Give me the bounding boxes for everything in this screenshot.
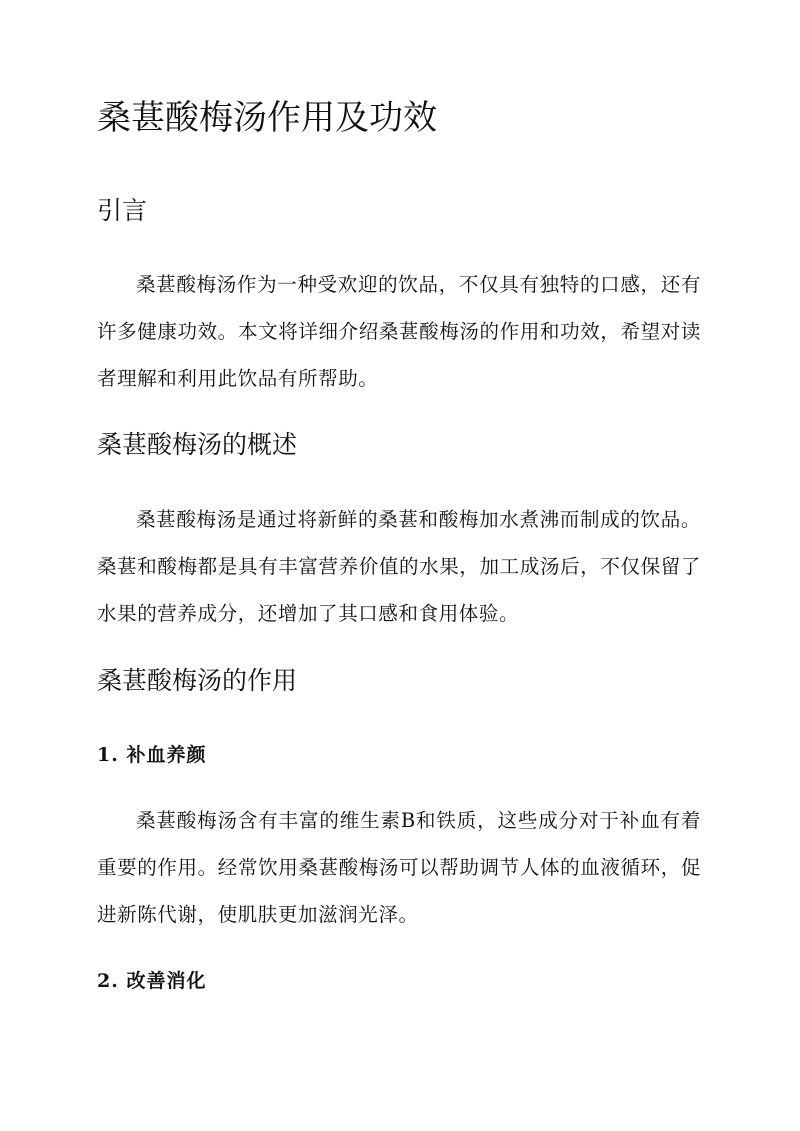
effect-1-heading: 1. 补血养颜 <box>97 744 207 766</box>
effect-2-heading: 2. 改善消化 <box>97 970 207 992</box>
page-title: 桑葚酸梅汤作用及功效 <box>97 98 437 138</box>
overview-paragraph: 桑葚酸梅汤是通过将新鲜的桑葚和酸梅加水煮沸而制成的饮品。桑葚和酸梅都是具有丰富营养价值的水果，加工成汤后，不仅保留了水果的营养成分，还增加了其口感和食用体验。 <box>97 508 701 625</box>
effect-1-paragraph: 桑葚酸梅汤含有丰富的维生素B和铁质，这些成分对于补血有着重要的作用。经常饮用桑葚酸梅汤可以帮助调节人体的血液循环，促进新陈代谢，使肌肤更加滋润光泽。 <box>97 809 701 926</box>
intro-paragraph: 桑葚酸梅汤作为一种受欢迎的饮品，不仅具有独特的口感，还有许多健康功效。本文将详细介绍桑葚酸梅汤的作用和功效，希望对读者理解和利用此饮品有所帮助。 <box>97 273 701 390</box>
intro-heading: 引言 <box>97 196 148 225</box>
effects-heading: 桑葚酸梅汤的作用 <box>97 666 298 695</box>
overview-heading: 桑葚酸梅汤的概述 <box>97 430 298 459</box>
